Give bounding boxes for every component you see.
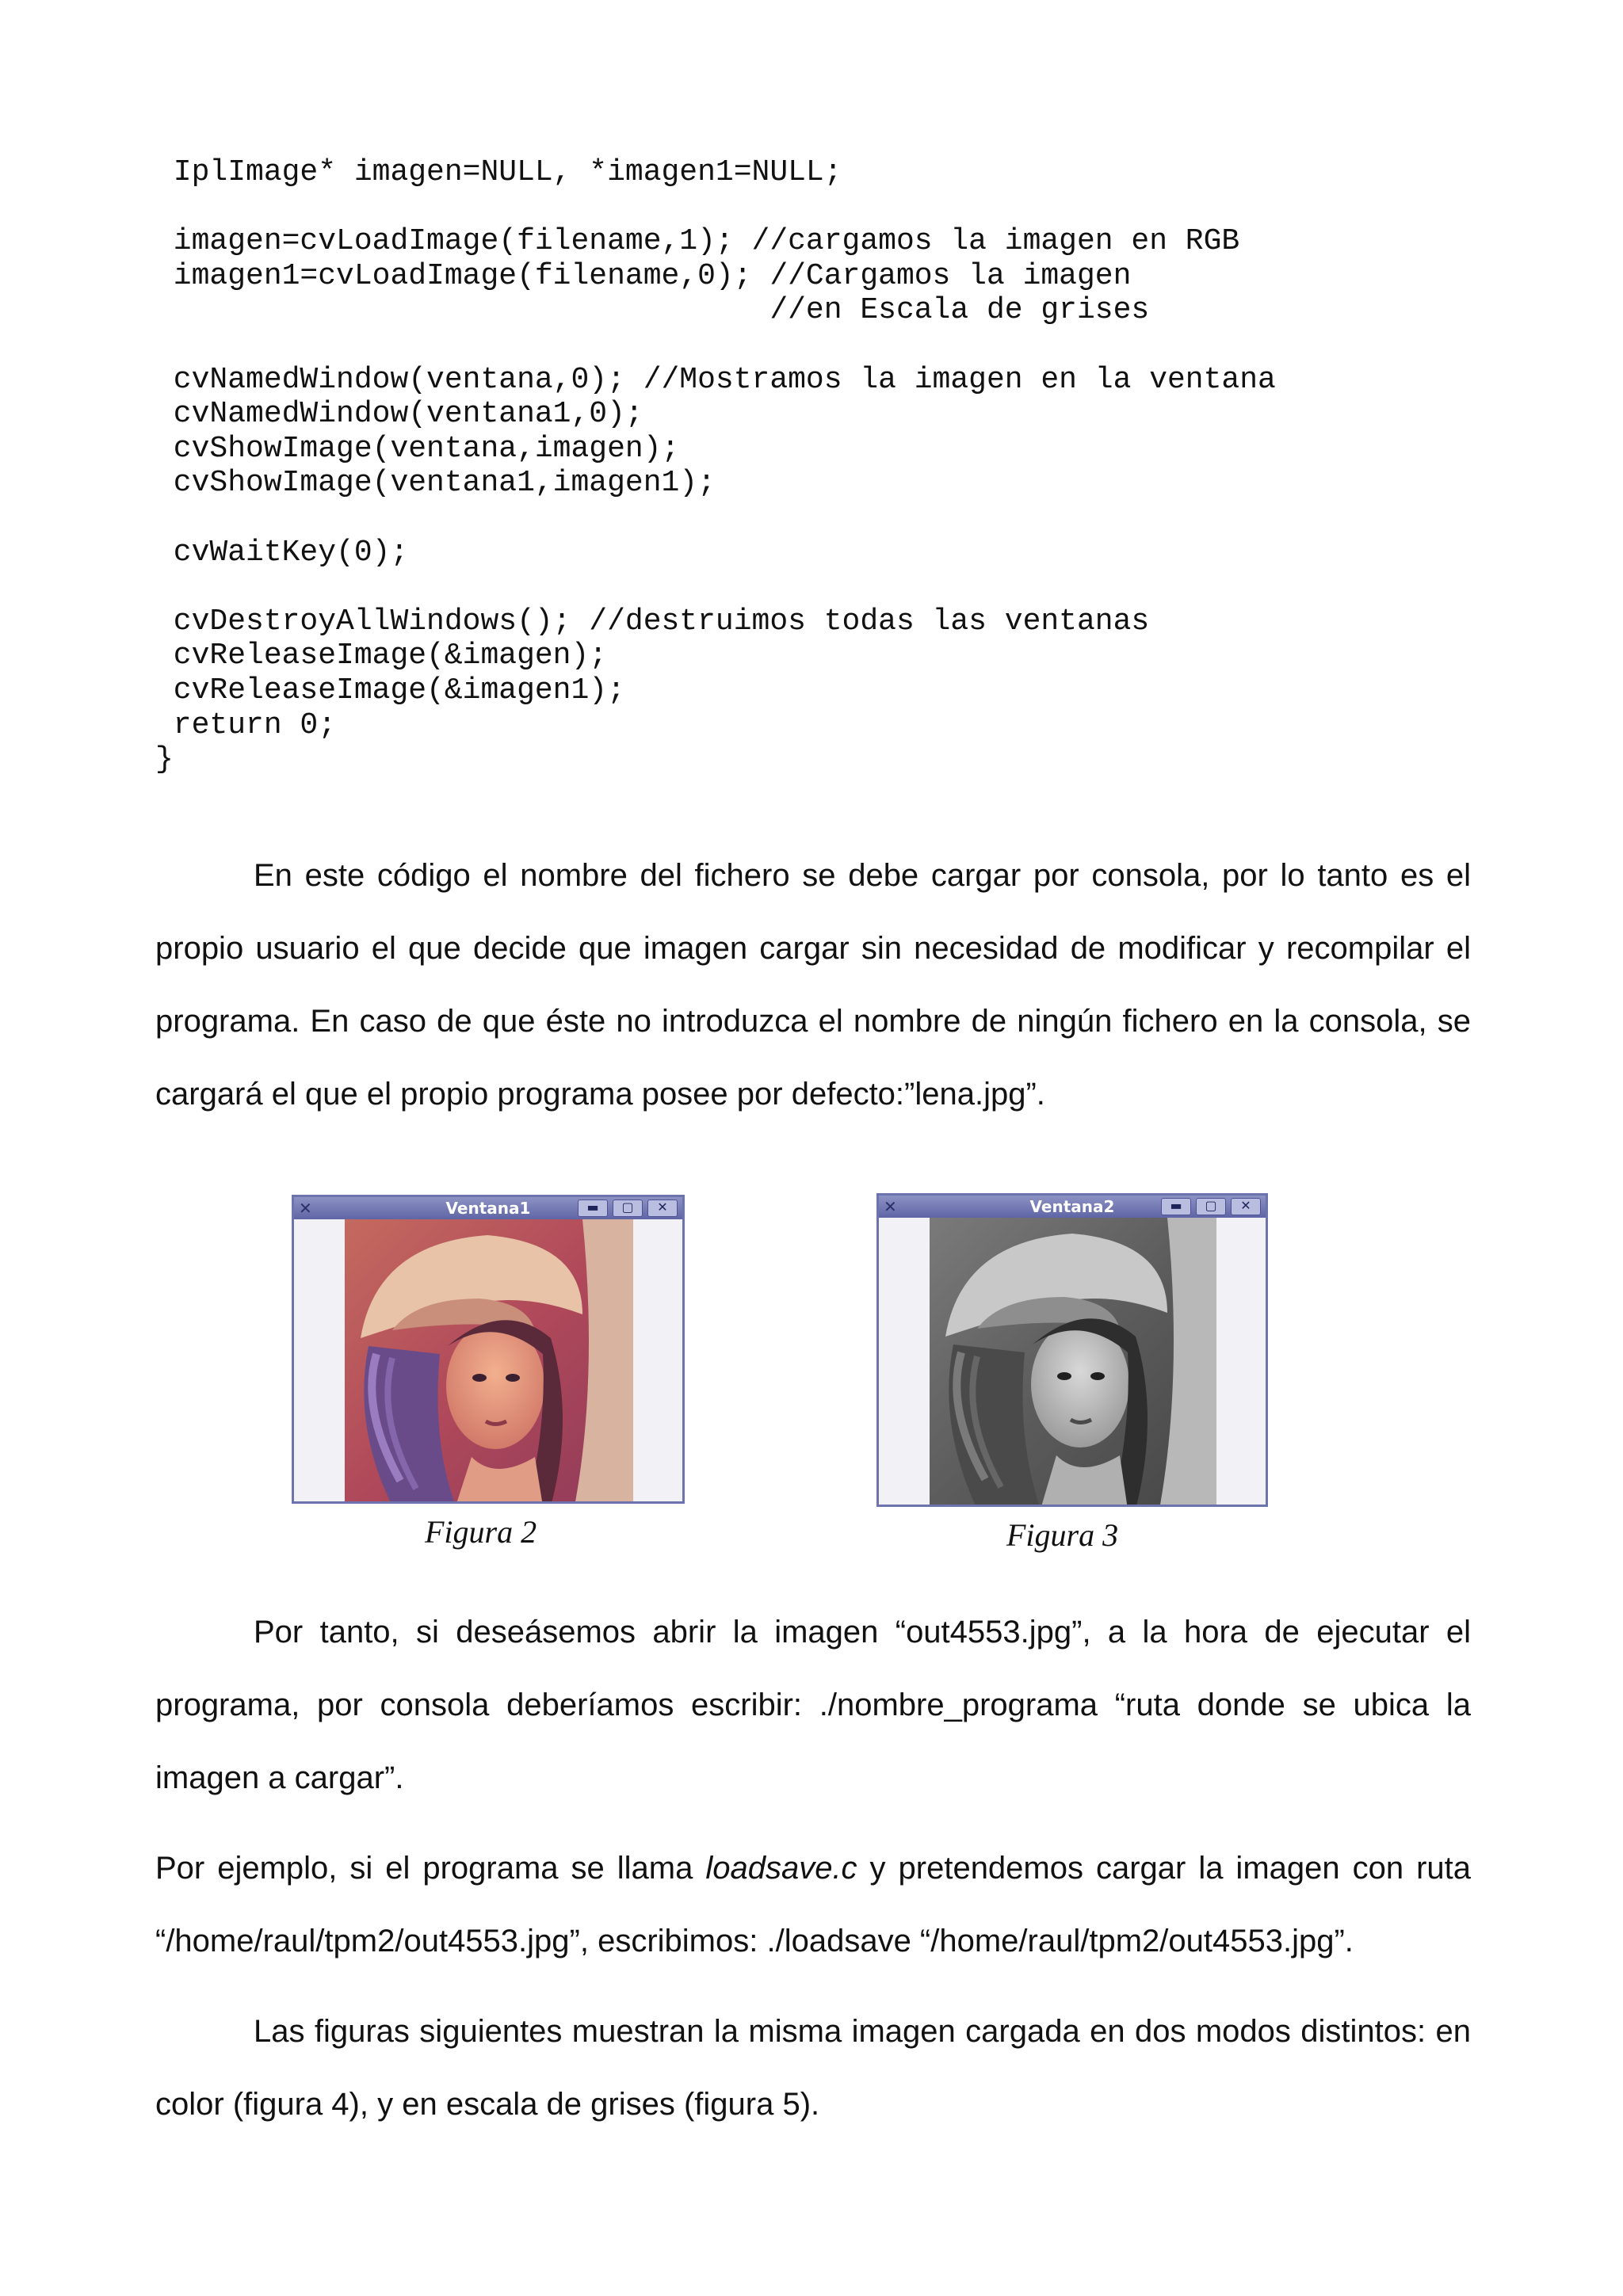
- maximize-icon: ▢: [1196, 1198, 1226, 1215]
- code-line: IplImage* imagen=NULL, *imagen1=NULL;: [155, 155, 842, 189]
- paragraph-figures-intro: Las figuras siguientes muestran la misma imagen cargada en dos modos distintos: en color (figura 4), y en escala de grises (figura 5).: [155, 2014, 1471, 2122]
- example-text-end: y pretendemos cargar la imagen con ruta “/home/raul/tpm2/out4553.jpg”, escribimos: ./loadsave “/home/raul/tpm2/out4553.jpg”.: [155, 1851, 1472, 1958]
- code-listing: [155, 155, 1276, 777]
- figure-window-grayscale: [876, 1193, 1268, 1507]
- close-icon: ✕: [1231, 1198, 1261, 1215]
- minimize-icon: ▬: [1161, 1198, 1191, 1215]
- code-line: }: [155, 742, 174, 777]
- code-line: cvReleaseImage(&imagen1);: [155, 673, 625, 707]
- code-line: cvNamedWindow(ventana1,0);: [155, 397, 643, 432]
- window-icon: ✕: [299, 1199, 312, 1218]
- example-text-start: Por ejemplo, si el programa se llama: [155, 1851, 706, 1886]
- code-line: cvShowImage(ventana1,imagen1);: [155, 466, 716, 501]
- minimize-icon: ▬: [578, 1199, 608, 1217]
- code-line: //en Escala de grises: [155, 293, 1150, 328]
- code-line: cvDestroyAllWindows(); //destruimos todas las ventanas: [155, 604, 1150, 639]
- figure-caption: Figura 2: [425, 1514, 537, 1550]
- example-filename: loadsave.c: [705, 1851, 857, 1886]
- code-line: return 0;: [155, 707, 337, 742]
- code-line: cvNamedWindow(ventana,0); //Mostramos la imagen en la ventana: [155, 362, 1276, 397]
- window-title: Ventana1: [445, 1199, 531, 1218]
- paragraph-console-filename: En este código el nombre del fichero se debe cargar por consola, por lo tanto es el propio usuario el que decide que imagen cargar sin necesidad de modificar y recompilar el programa. En caso de que éste no introduzca el nombre de ningún fichero en la consola, se cargará el que el propio programa posee por defecto:”lena.jpg”.: [155, 858, 1471, 1112]
- code-line: cvReleaseImage(&imagen);: [155, 639, 608, 673]
- code-line: cvWaitKey(0);: [155, 535, 409, 570]
- close-icon: ✕: [647, 1199, 678, 1217]
- code-line: imagen1=cvLoadImage(filename,0); //Cargamos la imagen: [155, 258, 1132, 293]
- window-titlebar: [879, 1196, 1266, 1218]
- window-title: Ventana2: [1029, 1197, 1115, 1216]
- figure-window-color: [292, 1195, 685, 1504]
- window-body: [879, 1218, 1266, 1505]
- window-titlebar: [294, 1197, 682, 1219]
- figure-caption: Figura 3: [1006, 1517, 1119, 1553]
- window-body: [294, 1219, 682, 1501]
- code-line: imagen=cvLoadImage(filename,1); //cargamos la imagen en RGB: [155, 224, 1240, 259]
- paragraph-open-image: Por tanto, si deseásemos abrir la imagen “out4553.jpg”, a la hora de ejecutar el programa, por consola deberíamos escribir: ./nombre_programa “ruta donde se ubica la imagen a cargar”.: [155, 1615, 1471, 1795]
- lena-color-image: [345, 1219, 633, 1501]
- window-icon: ✕: [884, 1197, 897, 1216]
- maximize-icon: ▢: [613, 1199, 643, 1217]
- lena-grayscale-image: [930, 1218, 1216, 1505]
- code-line: cvShowImage(ventana,imagen);: [155, 431, 680, 466]
- paragraph-example: [155, 1832, 1471, 1978]
